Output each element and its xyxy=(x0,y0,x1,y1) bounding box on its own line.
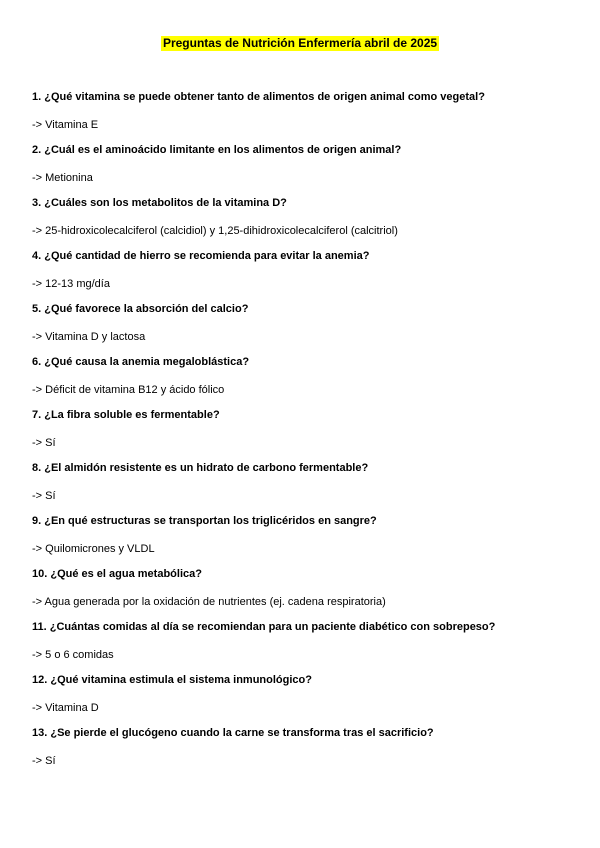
question-text: 9. ¿En qué estructuras se transportan los triglicéridos en sangre? xyxy=(32,515,377,527)
answer-text: -> Sí xyxy=(32,437,56,449)
qa-item xyxy=(32,196,572,249)
question-text: 1. ¿Qué vitamina se puede obtener tanto de alimentos de origen animal como vegetal? xyxy=(32,91,485,103)
question-text: 7. ¿La fibra soluble es fermentable? xyxy=(32,409,220,421)
answer-text: -> 25-hidroxicolecalciferol (calcidiol) y 1,25-dihidroxicolecalciferol (calcitriol) xyxy=(32,225,398,237)
qa-item xyxy=(32,249,572,302)
answer-text: -> Quilomicrones y VLDL xyxy=(32,543,155,555)
question-text: 11. ¿Cuántas comidas al día se recomiendan para un paciente diabético con sobrepeso? xyxy=(32,621,496,633)
question-text: 10. ¿Qué es el agua metabólica? xyxy=(32,568,202,580)
answer-text: -> Agua generada por la oxidación de nutrientes (ej. cadena respiratoria) xyxy=(32,596,386,608)
qa-item xyxy=(32,461,572,514)
qa-item xyxy=(32,567,572,620)
question-text: 13. ¿Se pierde el glucógeno cuando la carne se transforma tras el sacrificio? xyxy=(32,727,434,739)
qa-item xyxy=(32,726,572,779)
question-text: 6. ¿Qué causa la anemia megaloblástica? xyxy=(32,356,250,368)
question-text: 12. ¿Qué vitamina estimula el sistema inmunológico? xyxy=(32,674,312,686)
question-text: 5. ¿Qué favorece la absorción del calcio? xyxy=(32,303,249,315)
qa-item xyxy=(32,302,572,355)
qa-list xyxy=(32,90,572,779)
qa-item xyxy=(32,143,572,196)
question-text: 4. ¿Qué cantidad de hierro se recomienda para evitar la anemia? xyxy=(32,250,370,262)
title-wrap xyxy=(0,34,600,52)
answer-text: -> 5 o 6 comidas xyxy=(32,649,114,661)
qa-item xyxy=(32,355,572,408)
answer-text: -> Sí xyxy=(32,755,56,767)
qa-item xyxy=(32,620,572,673)
question-text: 8. ¿El almidón resistente es un hidrato de carbono fermentable? xyxy=(32,462,369,474)
answer-text: -> 12-13 mg/día xyxy=(32,278,110,290)
document-title: Preguntas de Nutrición Enfermería abril de 2025 xyxy=(162,36,438,50)
answer-text: -> Sí xyxy=(32,490,56,502)
answer-text: -> Vitamina D y lactosa xyxy=(32,331,146,343)
qa-item xyxy=(32,673,572,726)
answer-text: -> Vitamina D xyxy=(32,702,99,714)
answer-text: -> Metionina xyxy=(32,172,93,184)
answer-text: -> Vitamina E xyxy=(32,119,99,131)
question-text: 2. ¿Cuál es el aminoácido limitante en los alimentos de origen animal? xyxy=(32,144,402,156)
answer-text: -> Déficit de vitamina B12 y ácido fólico xyxy=(32,384,225,396)
qa-item xyxy=(32,408,572,461)
question-text: 3. ¿Cuáles son los metabolitos de la vitamina D? xyxy=(32,197,287,209)
qa-item xyxy=(32,90,572,143)
qa-item xyxy=(32,514,572,567)
